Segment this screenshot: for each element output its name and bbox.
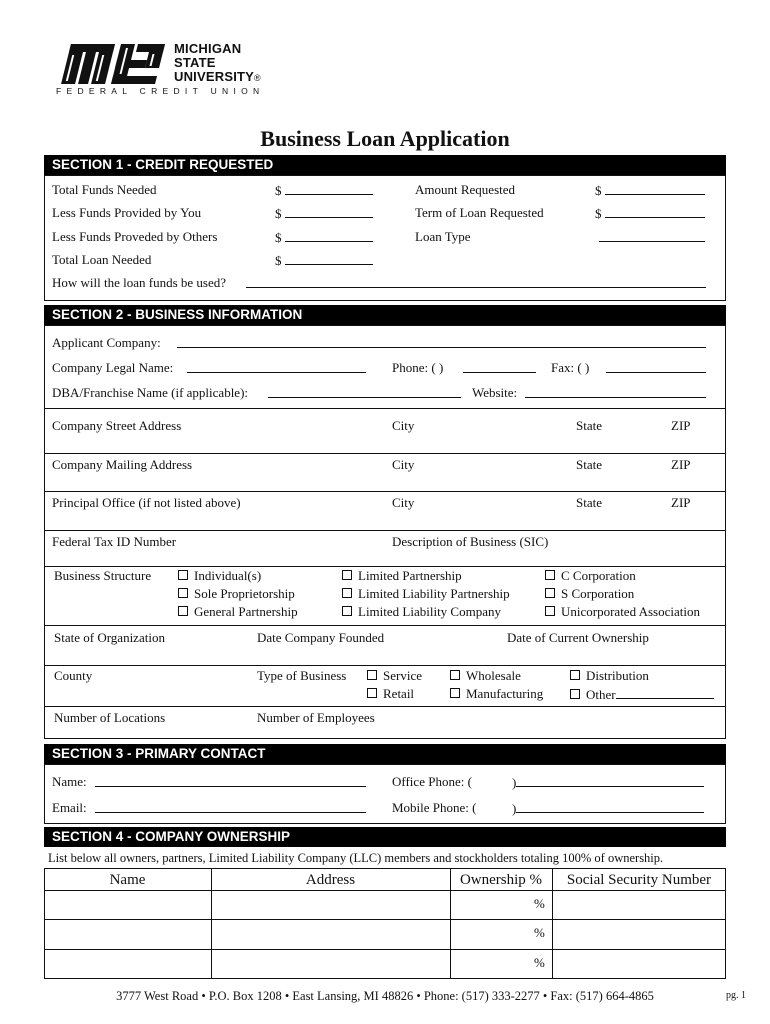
logo [56,40,265,100]
total-loan-label: Total Loan Needed [52,252,152,267]
street-zip-label: ZIP [671,418,691,433]
ownership-percent-2: % [534,925,545,940]
num-locations-label: Number of Locations [54,710,166,725]
checkbox-icon [570,670,580,680]
business-type-service[interactable]: Service [367,668,422,684]
ownership-instruction: List below all owners, partners, Limited Liability Company (LLC) members and stockholders totaling 100% of ownership. [48,851,664,865]
checkbox-icon [342,606,352,616]
business-type-distribution[interactable]: Distribution [570,668,649,684]
less-funds-you-label: Less Funds Provided by You [52,205,202,220]
structure-individual[interactable]: Individual(s) [178,568,261,584]
sic-label: Description of Business (SIC) [392,534,549,549]
type-of-business-label: Type of Business [257,668,347,683]
phone-label: Phone: ( ) [392,360,444,375]
owner-row-1[interactable] [45,891,725,919]
street-city-label: City [392,418,415,433]
term-requested-label: Term of Loan Requested [415,205,544,220]
col-header-address: Address [305,872,356,888]
tax-id-label: Federal Tax ID Number [52,534,177,549]
loan-type-label: Loan Type [415,229,471,244]
section-2-header: SECTION 2 - BUSINESS INFORMATION [44,305,726,325]
mailing-city-label: City [392,457,415,472]
website-label: Website: [472,385,518,400]
state-of-org-label: State of Organization [54,630,165,645]
msu-logo-mark [56,40,168,90]
business-type-wholesale[interactable]: Wholesale [450,668,521,684]
term-requested-field[interactable]: $ [595,205,705,222]
checkbox-icon [570,689,580,699]
mobile-phone-label: Mobile Phone: ( [392,800,477,815]
owner-row-3[interactable] [45,950,725,978]
office-phone-field[interactable]: ) [512,774,704,791]
legal-name-label: Company Legal Name: [52,360,174,375]
amount-requested-label: Amount Requested [415,182,516,197]
col-header-ownership: Ownership % [459,872,543,888]
ownership-percent-3: % [534,955,545,970]
contact-email-label: Email: [52,800,87,815]
logo-line-university: UNIVERSITY® [174,69,261,84]
ownership-percent-1: % [534,896,545,911]
checkbox-icon [545,606,555,616]
mailing-address-label: Company Mailing Address [52,457,193,472]
structure-sole-proprietorship[interactable]: Sole Proprietorship [178,586,295,602]
less-funds-others-label: Less Funds Proveded by Others [52,229,218,244]
contact-name-label: Name: [52,774,87,789]
how-used-field[interactable] [246,275,706,292]
checkbox-icon [342,588,352,598]
total-funds-label: Total Funds Needed [52,182,157,197]
checkbox-icon [450,670,460,680]
county-label: County [54,668,93,683]
principal-office-label: Principal Office (if not listed above) [52,495,241,510]
date-ownership-label: Date of Current Ownership [507,630,649,645]
business-type-other[interactable]: Other [570,686,714,703]
checkbox-icon [545,588,555,598]
business-structure-label: Business Structure [54,568,152,583]
structure-c-corp[interactable]: C Corporation [545,568,636,584]
dba-field[interactable] [268,385,461,402]
legal-name-field[interactable] [187,360,366,377]
section-4-header: SECTION 4 - COMPANY OWNERSHIP [44,827,726,847]
mailing-zip-label: ZIP [671,457,691,472]
checkbox-icon [545,570,555,580]
checkbox-icon [178,606,188,616]
section-3-header: SECTION 3 - PRIMARY CONTACT [44,744,726,764]
logo-line-state: STATE [174,55,216,70]
col-header-ssn: Social Security Number [566,872,712,888]
logo-tagline: FEDERAL CREDIT UNION [56,86,265,96]
how-used-label: How will the loan funds be used? [52,275,227,290]
office-phone-label: Office Phone: ( [392,774,472,789]
fax-field[interactable] [606,360,706,377]
structure-s-corp[interactable]: S Corporation [545,586,634,602]
page-number: pg. 1 [726,990,746,1001]
checkbox-icon [450,688,460,698]
business-type-retail[interactable]: Retail [367,686,414,702]
date-founded-label: Date Company Founded [257,630,385,645]
checkbox-icon [342,570,352,580]
applicant-company-label: Applicant Company: [52,335,161,350]
checkbox-icon [367,688,377,698]
applicant-company-field[interactable] [177,335,706,352]
checkbox-icon [178,570,188,580]
dba-label: DBA/Franchise Name (if applicable): [52,385,249,400]
street-address-label: Company Street Address [52,418,182,433]
footer-address: 3777 West Road • P.O. Box 1208 • East Lansing, MI 48826 • Phone: (517) 333-2277 • Fax: (517) 664-4865 [116,989,654,1003]
page-title: Business Loan Application [260,126,510,151]
logo-line-michigan: MICHIGAN [174,41,242,56]
business-type-manufacturing[interactable]: Manufacturing [450,686,543,702]
principal-city-label: City [392,495,415,510]
structure-general-partnership[interactable]: General Partnership [178,604,298,620]
total-loan-field[interactable]: $ [275,252,373,269]
structure-limited-partnership[interactable]: Limited Partnership [342,568,462,584]
total-funds-field[interactable]: $ [275,182,373,199]
structure-llp[interactable]: Limited Liability Partnership [342,586,510,602]
mailing-state-label: State [576,457,602,472]
mobile-phone-field[interactable]: ) [512,800,704,817]
structure-unincorporated[interactable]: Unicorporated Association [545,604,700,620]
street-state-label: State [576,418,602,433]
checkbox-icon [367,670,377,680]
phone-field[interactable] [463,360,536,377]
num-employees-label: Number of Employees [257,710,375,725]
contact-email-field[interactable] [95,800,366,817]
fax-label: Fax: ( ) [551,360,590,375]
principal-state-label: State [576,495,602,510]
website-field[interactable] [525,385,706,402]
col-header-name: Name [109,872,146,888]
section-1-header: SECTION 1 - CREDIT REQUESTED [44,155,726,175]
owner-row-2[interactable] [45,920,725,948]
less-funds-you-field[interactable]: $ [275,205,373,222]
structure-llc[interactable]: Limited Liability Company [342,604,501,620]
checkbox-icon [178,588,188,598]
contact-name-field[interactable] [95,774,366,791]
less-funds-others-field[interactable]: $ [275,229,373,246]
principal-zip-label: ZIP [671,495,691,510]
amount-requested-field[interactable]: $ [595,182,705,199]
loan-type-field[interactable] [599,229,705,246]
